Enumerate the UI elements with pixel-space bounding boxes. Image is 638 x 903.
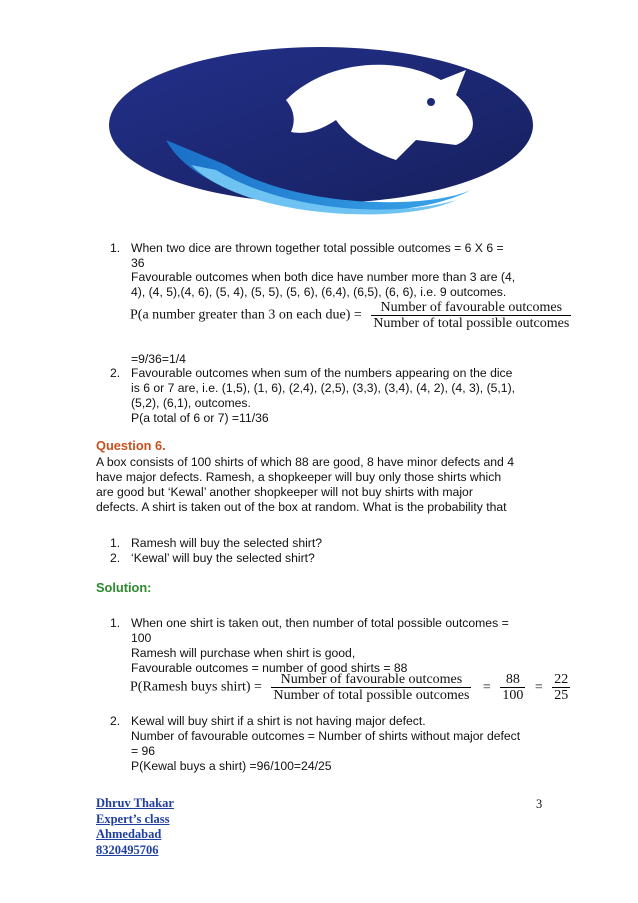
q5-item1-line4: 4), (4, 5),(4, 6), (5, 4), (5, 5), (5, 6), (6,4), (6,5), (6, 6), i.e. 9 outcomes. [131,285,507,299]
footer-phone: 8320495706 [96,842,159,857]
sol-formula-fraction [271,672,471,703]
sol-fraction-25-denominator: 25 [554,688,569,703]
sol-item2-number: 2. [110,714,121,728]
sol-item2-line4: P(Kewal buys a shirt) =96/100=24/25 [131,759,332,773]
footer-org: Expert’s class [96,811,170,826]
sol-item1-line1: When one shirt is taken out, then number of total possible outcomes = [131,616,509,630]
sol-item1-line4: Favourable outcomes = number of good shirts = 88 [131,661,408,675]
sol-formula-equals-2: = [534,679,543,695]
footer-name: Dhruv Thakar [96,796,174,810]
sol-item1-line3: Ramesh will purchase when shirt is good, [131,646,356,660]
q6-sub2: ‘Kewal’ will buy the selected shirt? [131,551,315,565]
sol-fraction-88-numerator: 88 [500,672,525,688]
question-6-title: Question 6. [96,438,166,453]
sol-item2-line2: Number of favourable outcomes = Number of shirts without major defect [131,729,521,743]
sol-fraction-100-denominator: 100 [502,688,524,703]
q6-sub2-number: 2. [110,551,121,565]
q6-text-line1: A box consists of 100 shirts of which 88 are good, 8 have minor defects and 4 [96,455,515,469]
q5-item1-number: 1. [110,241,121,255]
solution-title: Solution: [96,580,152,595]
footer-contact [96,796,174,858]
q5-formula-fraction [371,300,571,331]
q5-formula-denominator: Number of total possible outcomes [373,316,570,331]
q5-item1-line2: 36 [131,256,145,270]
q5-item2-line4: P(a total of 6 or 7) =11/36 [131,411,269,425]
q6-text-line3: are good but ‘Kewal’ another shopkeeper will not buy shirts with major [96,485,473,499]
sol-formula-denominator: Number of total possible outcomes [273,688,470,703]
sol-item1-number: 1. [110,616,121,630]
q5-item2-line3: (5,2), (6,1), outcomes. [131,396,251,410]
sol-formula-numerator: Number of favourable outcomes [271,672,471,688]
sol-formula-equals: = [482,679,491,695]
sol-item1-line2: 100 [131,631,152,645]
experts-class-logo [96,40,546,230]
sol-fraction-22-numerator: 22 [554,672,569,687]
sol-fraction-22-25 [552,672,570,703]
q5-item2-number: 2. [110,366,121,380]
q5-formula-label: P(a number greater than 3 on each due) = [130,307,362,323]
q6-sub1-number: 1. [110,536,121,550]
sol-item2-line1: Kewal will buy shirt if a shirt is not having major defect. [131,714,426,728]
sol-fraction-88-100 [500,672,525,703]
sol-formula-label: P(Ramesh buys shirt) = [130,679,262,695]
page-number: 3 [536,797,543,811]
sol-item2-line3: = 96 [131,744,156,758]
footer-city: Ahmedabad [96,827,162,841]
q6-text-line4: defects. A shirt is taken out of the box at random. What is the probability that [96,500,507,514]
q5-formula-numerator: Number of favourable outcomes [371,300,571,316]
q5-item2-line1: Favourable outcomes when sum of the numbers appearing on the dice [131,366,513,380]
q5-item1-line3: Favourable outcomes when both dice have number more than 3 are (4, [131,270,516,284]
q5-formula [130,300,571,331]
q6-text-line2: have major defects. Ramesh, a shopkeeper will buy only those shirts which [96,470,502,484]
q5-item1-result: =9/36=1/4 [131,352,186,366]
q6-sub1: Ramesh will buy the selected shirt? [131,536,323,550]
sol-formula [130,672,570,703]
q5-item1-line1: When two dice are thrown together total possible outcomes = 6 X 6 = [131,241,504,255]
q5-item2-line2: is 6 or 7 are, i.e. (1,5), (1, 6), (2,4), (2,5), (3,3), (3,4), (4, 2), (4, 3), (5,1), [131,381,516,395]
